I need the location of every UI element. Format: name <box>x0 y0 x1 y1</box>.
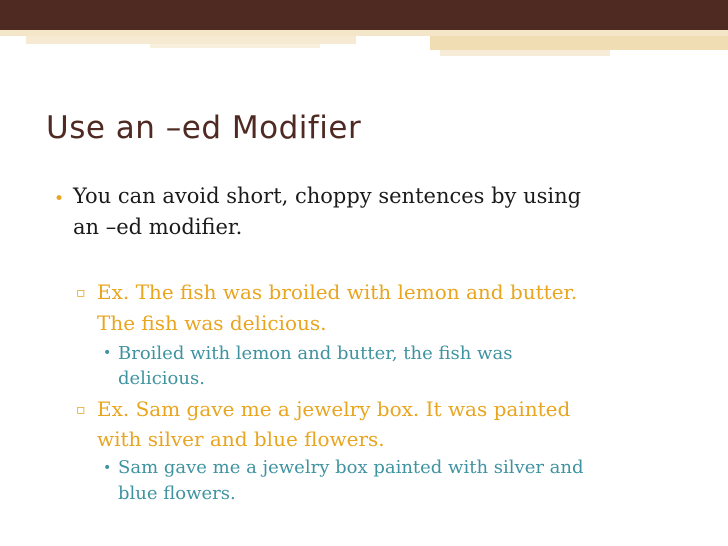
example-2-answer-line-1: Sam gave me a jewelry box painted with silver and <box>118 457 584 478</box>
example-2-line-2: with silver and blue flowers. <box>97 427 385 451</box>
example-1-answer-line-1: Broiled with lemon and butter, the fish was <box>118 343 513 364</box>
bullet-1-line-1: You can avoid short, choppy sentences by using <box>73 184 582 208</box>
example-1-answer-line-2: delicious. <box>118 368 205 389</box>
sub-sub-bullet-marker: • <box>103 460 112 476</box>
sub-bullet-marker: ▫ <box>76 285 86 301</box>
example-1-line-2: The fish was delicious. <box>97 311 327 335</box>
sub-sub-bullet-marker: • <box>103 345 112 361</box>
sub-bullet-marker: ▫ <box>76 402 86 418</box>
bullet-1-line-2: an –ed modifier. <box>73 215 243 239</box>
bullet-marker: • <box>54 189 65 209</box>
example-2-answer-line-2: blue flowers. <box>118 483 236 504</box>
example-2-line-1: Ex. Sam gave me a jewelry box. It was painted <box>97 397 571 421</box>
slide-title: Use an –ed Modifier <box>46 110 362 146</box>
example-1-line-1: Ex. The fish was broiled with lemon and butter. <box>97 280 578 304</box>
